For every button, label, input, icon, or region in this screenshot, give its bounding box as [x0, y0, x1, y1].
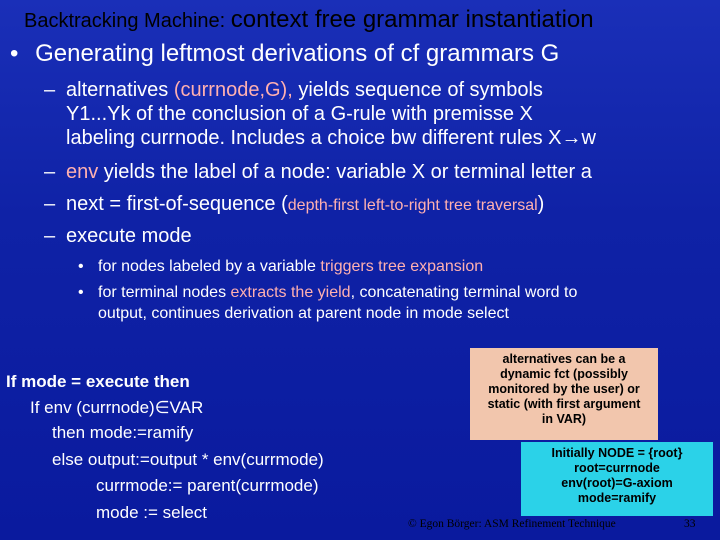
title-prefix: Backtracking Machine:: [24, 10, 231, 32]
code-line-2-b: VAR: [169, 398, 204, 417]
next-text: next = first-of-sequence (: [66, 193, 288, 215]
code-line-2: [30, 396, 203, 419]
alt-text: yields sequence of symbols: [292, 79, 543, 101]
note1-line-3: monitored by the user) or: [488, 382, 640, 396]
sub2-text-end: , concatenating terminal word to: [350, 284, 578, 301]
alt-args: (currnode,G),: [173, 79, 293, 101]
code-line-5: currmode:= parent(currmode): [96, 476, 319, 495]
element-of-symbol: ∈: [154, 398, 170, 417]
alternatives-line-3: [66, 126, 596, 150]
arrow-symbol: →: [561, 127, 582, 149]
sub-item-2-line-2: output, continues derivation at parent node in mode select: [98, 305, 509, 322]
dash-marker-4: –: [44, 225, 56, 247]
env-keyword: env: [66, 161, 99, 183]
alternatives-line-1: [66, 78, 543, 102]
alt-line3-text: labeling currnode. Includes a choice bw different rules X: [66, 127, 562, 149]
note2-line-1: Initially NODE = {root}: [551, 446, 683, 460]
alternatives-line-2: Y1...Yk of the conclusion of a G-rule with premisse X: [66, 103, 533, 125]
note2-line-4: mode=ramify: [577, 491, 657, 505]
sub-item-2: [98, 282, 577, 303]
note1-line-1: alternatives can be a: [502, 352, 626, 366]
alt-line3-end: w: [581, 127, 596, 149]
note1-line-4: static (with first argument: [487, 397, 641, 411]
initialization-note: [521, 442, 713, 516]
sub-marker-1: •: [78, 258, 84, 275]
execute-line: execute mode: [66, 225, 192, 247]
alt-keyword: alternatives: [66, 79, 174, 101]
sub2-text: for terminal nodes: [98, 284, 231, 301]
sub2-highlight: extracts the yield: [230, 284, 351, 301]
note1-line-5: in VAR): [541, 412, 587, 426]
env-line: [66, 160, 592, 184]
next-line: [66, 192, 544, 218]
title-rest: context free grammar instantiation: [230, 6, 594, 33]
code-line-2-a: If env (currnode): [30, 398, 155, 417]
note1-line-2: dynamic fct (possibly: [500, 367, 628, 381]
dash-marker-3: –: [44, 193, 56, 215]
env-text: yields the label of a node: variable X or terminal letter a: [98, 161, 592, 183]
sub-marker-2: •: [78, 284, 84, 301]
main-bullet-text: Generating leftmost derivations of cf grammars G: [35, 40, 560, 67]
note2-line-2: root=currnode: [574, 461, 660, 475]
main-bullet: [10, 40, 559, 68]
page-number: 33: [684, 518, 696, 530]
sub1-highlight: triggers tree expansion: [320, 258, 484, 275]
slide-title: [24, 6, 594, 35]
dash-marker-1: –: [44, 79, 56, 101]
code-line-4: else output:=output * env(currmode): [52, 450, 324, 469]
code-line-1: If mode = execute then: [6, 372, 190, 391]
code-line-3: then mode:=ramify: [52, 423, 194, 442]
sub1-text: for nodes labeled by a variable: [98, 258, 321, 275]
next-traversal: depth-first left-to-right tree traversal: [287, 197, 538, 214]
code-line-6: mode := select: [96, 503, 208, 522]
note2-line-3: env(root)=G-axiom: [561, 476, 673, 490]
bullet-marker: •: [10, 40, 19, 67]
footer-copyright: © Egon Börger: ASM Refinement Technique: [408, 518, 616, 530]
sub-item-1: [98, 256, 483, 277]
next-close: ): [537, 193, 545, 215]
dash-marker-2: –: [44, 161, 56, 183]
alternatives-note: [470, 348, 658, 440]
